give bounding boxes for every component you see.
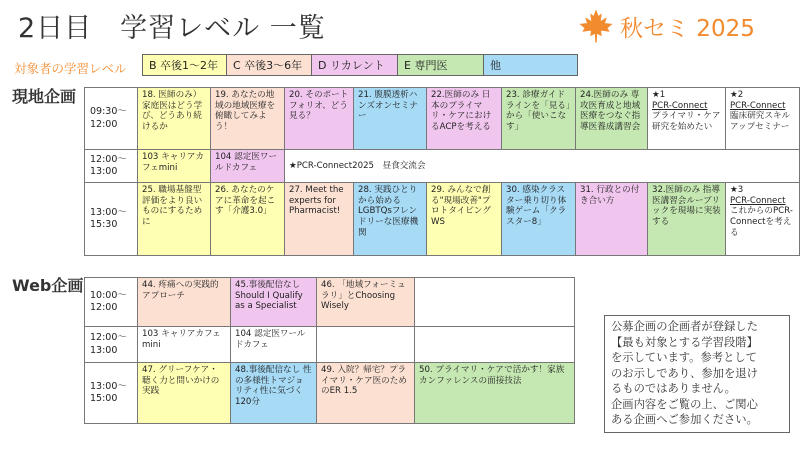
- maple-leaf-icon: [578, 8, 614, 44]
- legend-item-d: D リカレント: [312, 55, 398, 75]
- legend-item-e: E 専門医: [398, 55, 484, 75]
- local-row-1: [85, 88, 800, 150]
- note-line: 【最も対象とする学習段階】: [611, 335, 758, 349]
- legend-item-c: C 卒後3～6年: [227, 55, 312, 75]
- session-26[interactable]: 26. あなたのケアに革命を起こす「介護3.0」: [211, 183, 285, 256]
- brand-logo: [578, 8, 755, 44]
- session-star-2[interactable]: ★2 PCR-Connect 臨床研究スキルアップセミナー: [726, 88, 800, 150]
- legend-item-b: B 卒後1～2年: [143, 55, 227, 75]
- time-slot: 09:30～ 12:00: [85, 88, 138, 150]
- time-slot: 12:00～ 13:00: [85, 327, 138, 363]
- session-star-1[interactable]: ★1 PCR-Connect プライマリ・ケア研究を始めたい: [648, 88, 726, 150]
- session-104[interactable]: 104 認定医ワールドカフェ: [211, 150, 285, 183]
- level-legend-label: 対象者の学習レベル: [14, 61, 127, 76]
- empty-cell: [415, 327, 575, 363]
- session-24[interactable]: 24.医師のみ 専攻医育成と地域医療をつなぐ指導医養成講習会: [576, 88, 648, 150]
- time-slot: 12:00～ 13:00: [85, 150, 138, 183]
- session-32[interactable]: 32.医師のみ 指導医講習会ルーブリックを現場に実装する: [648, 183, 726, 256]
- session-21[interactable]: 21. 腹膜透析ハンズオンセミナー: [354, 88, 427, 150]
- level-legend: [142, 54, 578, 76]
- session-18[interactable]: 18. 医師のみ）家庭医はどう学び、どうあり続けるか: [138, 88, 211, 150]
- brand-text: 秋セミ 2025: [620, 15, 755, 42]
- empty-cell: [415, 278, 575, 327]
- legend-item-other: 他: [484, 55, 577, 75]
- session-20[interactable]: 20. そのポートフォリオ、どう見る？: [285, 88, 354, 150]
- session-25[interactable]: 25. 職場基盤型評価をより良いものにするために: [138, 183, 211, 256]
- session-star-3[interactable]: ★3 PCR-Connect これからのPCR-Connectを考える: [726, 183, 800, 256]
- note-line: を示しています。参考として: [611, 351, 757, 364]
- web-row-2: [85, 327, 575, 363]
- session-23[interactable]: 23. 診療ガイドラインを「見る」から「使いこなす」: [502, 88, 576, 150]
- web-row-1: [85, 278, 575, 327]
- page-title: 2日目 学習レベル 一覧: [18, 13, 326, 44]
- session-104-web[interactable]: 104 認定医ワールドカフェ: [231, 327, 317, 363]
- section-label-local: 現地企画: [12, 87, 77, 106]
- session-48[interactable]: 48.事後配信なし 性の多様性トマジョリティ性に気づく120分: [231, 363, 317, 424]
- session-30[interactable]: 30. 感染クラスター乗り切り体験ゲーム「クラスター8」: [502, 183, 576, 256]
- session-103-web[interactable]: 103 キャリアカフェmini: [138, 327, 231, 363]
- session-49[interactable]: 49. 入院？帰宅？プライマリ・ケア医のためのER 1.5: [317, 363, 415, 424]
- note-line: ある企画へご参加ください。: [611, 413, 758, 426]
- session-31[interactable]: 31. 行政との付き合い方: [576, 183, 648, 256]
- session-27[interactable]: 27. Meet the experts for Pharmacist!: [285, 183, 354, 256]
- local-schedule-table: [84, 87, 800, 256]
- local-row-3: [85, 183, 800, 256]
- session-46[interactable]: 46. 「地域フォーミュラリ」とChoosing Wisely: [317, 278, 415, 327]
- session-pcr-lunch[interactable]: ★PCR-Connect2025 昼食交流会: [285, 150, 800, 183]
- empty-cell: [317, 327, 415, 363]
- note-box: [604, 315, 790, 433]
- session-47[interactable]: 47. グリーフケア・聴く力と問いかけの実践: [138, 363, 231, 424]
- local-row-2: [85, 150, 800, 183]
- note-line: のお示しであり、参加を退け: [611, 366, 758, 380]
- web-schedule-table: [84, 277, 575, 424]
- session-45[interactable]: 45.事後配信なし Should I Qualify as a Specialist: [231, 278, 317, 327]
- section-label-web: Web企画: [12, 276, 84, 295]
- session-44[interactable]: 44. 疼痛への実践的アプローチ: [138, 278, 231, 327]
- session-19[interactable]: 19. あなたの地域の地域医療を俯瞰してみよう！: [211, 88, 285, 150]
- note-line: るものではありません。: [611, 382, 736, 395]
- note-line: 公募企画の企画者が登録した: [611, 320, 758, 333]
- session-29[interactable]: 29. みんなで創る"現場改善"プロトタイピングWS: [427, 183, 502, 256]
- web-row-3: [85, 363, 575, 424]
- session-50[interactable]: 50. プライマリ・ケアで活かす！家族カンファレンスの面接技法: [415, 363, 575, 424]
- time-slot: 13:00～ 15:00: [85, 363, 138, 424]
- session-103[interactable]: 103 キャリアカフェmini: [138, 150, 211, 183]
- time-slot: 13:00～ 15:30: [85, 183, 138, 256]
- note-line: 企画内容をご覧の上、ご関心: [611, 397, 758, 411]
- time-slot: 10:00～ 12:00: [85, 278, 138, 327]
- session-28[interactable]: 28. 実践ひとりから始めるLGBTQsフレンドリーな医療機関: [354, 183, 427, 256]
- session-22[interactable]: 22.医師のみ 日本のプライマリ・ケアにおけるACPを考える: [427, 88, 502, 150]
